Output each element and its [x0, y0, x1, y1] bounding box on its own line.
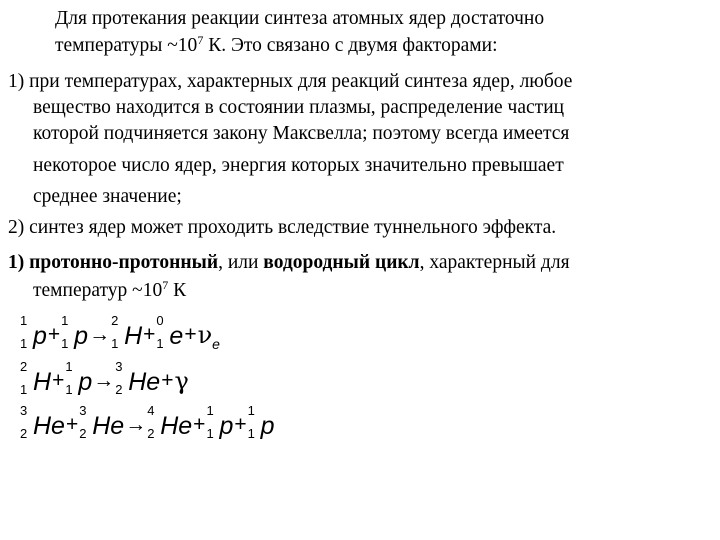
nuclide-helium-4: 4 2 He: [147, 403, 193, 441]
list-item-1-text: некоторое число ядер, энергия которых значительно превышает: [33, 155, 564, 176]
cycle-heading-line-1: [8, 250, 570, 276]
text-intro-2: температуры ~10: [55, 35, 198, 56]
cycle-unit: К: [168, 280, 187, 301]
text-intro-1: Для протекания реакции синтеза атомных ядер достаточно: [55, 8, 545, 29]
reaction-arrow: →: [89, 323, 111, 346]
list-item-1-line-4: [33, 153, 564, 179]
cycle-description: , характерный для: [419, 252, 570, 273]
list-item-1-line-5: [33, 184, 182, 210]
list-item-2: [8, 215, 556, 241]
list-item-1-text: вещество находится в состоянии плазмы, распределение частиц: [33, 97, 565, 118]
list-item-1-line-3: [33, 121, 569, 147]
exponent: 7: [197, 33, 204, 47]
cycle-name-bold: протонно-протонный: [29, 252, 219, 273]
cycle-alt-name-bold: водородный цикл: [263, 252, 420, 273]
list-item-1-text: 1) при температурах, характерных для реакций синтеза ядер, любое: [8, 71, 573, 92]
plus-sign: +: [52, 369, 65, 392]
plus-sign: +: [161, 369, 174, 392]
nuclide-proton: 1 1 p: [65, 359, 93, 397]
nuclide-deuterium: 2 1 H: [111, 313, 143, 351]
nuclide-positron: 0 1 e: [156, 313, 184, 351]
nuclide-proton: 1 1 p: [206, 403, 234, 441]
equation-2: [20, 360, 189, 400]
paragraph-line-1: [55, 6, 544, 32]
nuclide-proton: 1 1 p: [61, 313, 89, 351]
cycle-temperature: температур ~10: [33, 280, 163, 301]
reaction-arrow: →: [93, 369, 115, 392]
list-item-1-line-2: [33, 95, 564, 121]
nuclide-helium-3: 3 2 He: [20, 403, 65, 441]
list-item-1-line-1: [8, 69, 572, 95]
list-item-1-text: среднее значение;: [33, 186, 182, 207]
nuclide-proton: 1 1 p: [20, 313, 47, 351]
reaction-arrow: →: [125, 413, 147, 436]
cycle-connector: , или: [218, 252, 264, 273]
equation-3: [20, 404, 275, 444]
neutrino-symbol: $\nu_e$: [197, 321, 220, 352]
list-item-2-text: 2) синтез ядер может проходить вследствие туннельного эффекта.: [8, 217, 557, 238]
plus-sign: +: [193, 413, 206, 436]
cycle-number: 1): [8, 252, 30, 273]
list-item-1-text: которой подчиняется закону Максвелла; поэтому всегда имеется: [33, 123, 570, 144]
gamma-symbol: γ: [174, 367, 189, 395]
nuclide-helium-3: 3 2 He: [79, 403, 125, 441]
exponent: 7: [162, 278, 169, 292]
plus-sign: +: [234, 413, 247, 436]
cycle-heading-line-2: [33, 278, 186, 304]
nuclide-deuterium: 2 1 H: [20, 359, 52, 397]
plus-sign: +: [65, 413, 79, 436]
plus-sign: +: [47, 323, 61, 346]
nuclide-helium-3: 3 2 He: [115, 359, 161, 397]
equation-1: [20, 314, 220, 354]
paragraph-line-2: [55, 33, 498, 59]
plus-sign: +: [143, 323, 156, 346]
text-intro-2-post: К. Это связано с двумя факторами:: [203, 35, 498, 56]
nuclide-proton: 1 1 p: [247, 403, 275, 441]
plus-sign: +: [184, 323, 197, 346]
